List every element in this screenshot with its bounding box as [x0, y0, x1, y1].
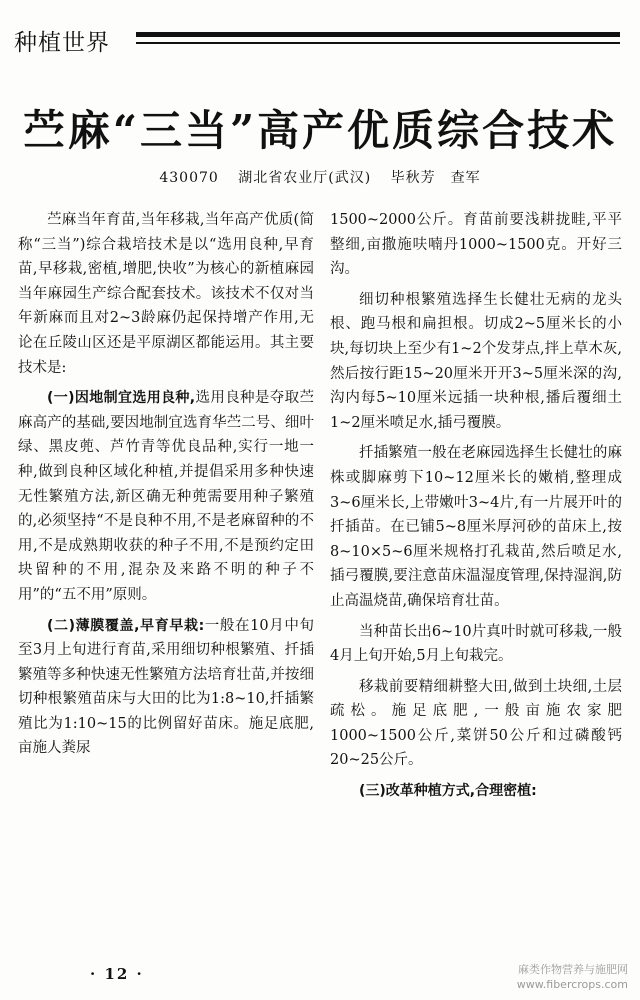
section-1-heading: (一)因地制宜选用良种,	[47, 390, 196, 407]
right-paragraph-3: 扦插繁殖一般在老麻园选择生长健壮的麻株或脚麻剪下10~12厘米长的嫩梢,整理成3~6厘米长,上带嫩叶3~4片,有一片展开叶的扦插苗。在已铺5~8厘米厚河砂的苗床上,按8~10×5~6厘米规格打孔栽苗,然后喷足水,插弓覆膜,要注意苗床温湿度管理,保持湿润,防止高温烧苗,确保培育壮苗。	[330, 445, 622, 609]
byline-postcode: 430070	[159, 170, 219, 186]
article-title: 苎麻“三当”高产优质综合技术	[22, 106, 618, 155]
section-2-paragraph	[18, 614, 314, 762]
right-paragraph-1: 1500~2000公斤。育苗前要浅耕拢畦,平平整细,亩撒施呋喃丹1000~1500克。开好三沟。	[330, 212, 622, 278]
section-2-heading: (二)薄膜覆盖,早育早栽:	[47, 617, 205, 634]
intro-paragraph: 苎麻当年育苗,当年移栽,当年高产优质(简称“三当”)综合栽培技术是以“选用良种,早育苗,早移栽,密植,增肥,快收”为核心的新植麻园当年麻园生产综合配套技术。该技术不仅对当年新麻而且对2~3龄麻仍起保持增产作用,无论在丘陵山区还是平原湖区都能运用。其主要技术是:	[18, 212, 314, 376]
page-number: · 12 ·	[90, 965, 144, 983]
right-column	[330, 208, 622, 804]
watermark-url: www.fibercrops.com	[516, 978, 628, 991]
byline-affiliation: 湖北省农业厅(武汉)	[238, 170, 372, 186]
right-paragraph-2: 细切种根繁殖选择生长健壮无病的龙头根、跑马根和扁担根。切成2~5厘米长的小块,每切块上至少有1~2个发芽点,拌上草木灰,然后按行距15~20厘米开开3~5厘米深的沟,沟内每5~10厘米远插一块种根,播后覆细土1~2厘米喷足水,插弓覆膜。	[330, 291, 622, 431]
site-watermark	[517, 962, 628, 992]
section-3-heading: (三)改革种植方式,合理密植:	[359, 783, 537, 800]
header-rule-thin	[136, 42, 620, 44]
section-label: 种植世界	[14, 30, 110, 56]
right-paragraph-5: 移栽前要精细耕整大田,做到土块细,土层疏松。施足底肥,一般亩施农家肥1000~1500公斤,菜饼50公斤和过磷酸钙20~25公斤。	[330, 678, 622, 769]
section-3-paragraph	[330, 779, 622, 804]
page-header	[8, 20, 628, 60]
section-2-body: 一般在10月中旬至3月上旬进行育苗,采用细切种根繁殖、扦插繁殖等多种快速无性繁殖方法培育壮苗,并按细切种根繁殖苗床与大田的比为1:8~10,扦插繁殖比为1:10~15的比例留好苗床。施足底肥,亩施人粪尿	[18, 617, 314, 757]
section-1-body: 选用良种是夺取苎麻高产的基础,要因地制宜选育华苎二号、细叶绿、黑皮蔸、芦竹青等优良品种,实行一地一种,做到良种区域化种植,并提倡采用多种快速无性繁殖方法,新区确无种蔸需要用种子繁殖的,必须坚持“不是良种不用,不是老麻留种的不用,不是成熟期收获的种子不用,不是预约定田块留种的不用,混杂及来路不明的种子不用”的“五不用”原则。	[18, 390, 315, 603]
watermark-site-name: 麻类作物营养与施肥网	[518, 963, 628, 976]
byline-authors: 毕秋芳 查军	[390, 170, 481, 186]
left-column	[18, 208, 314, 761]
section-1-paragraph	[18, 386, 314, 607]
header-rule-thick	[136, 32, 620, 37]
right-paragraph-4: 当种苗长出6~10片真叶时就可移栽,一般4月上旬开始,5月上旬栽完。	[330, 623, 622, 665]
byline	[0, 167, 640, 187]
